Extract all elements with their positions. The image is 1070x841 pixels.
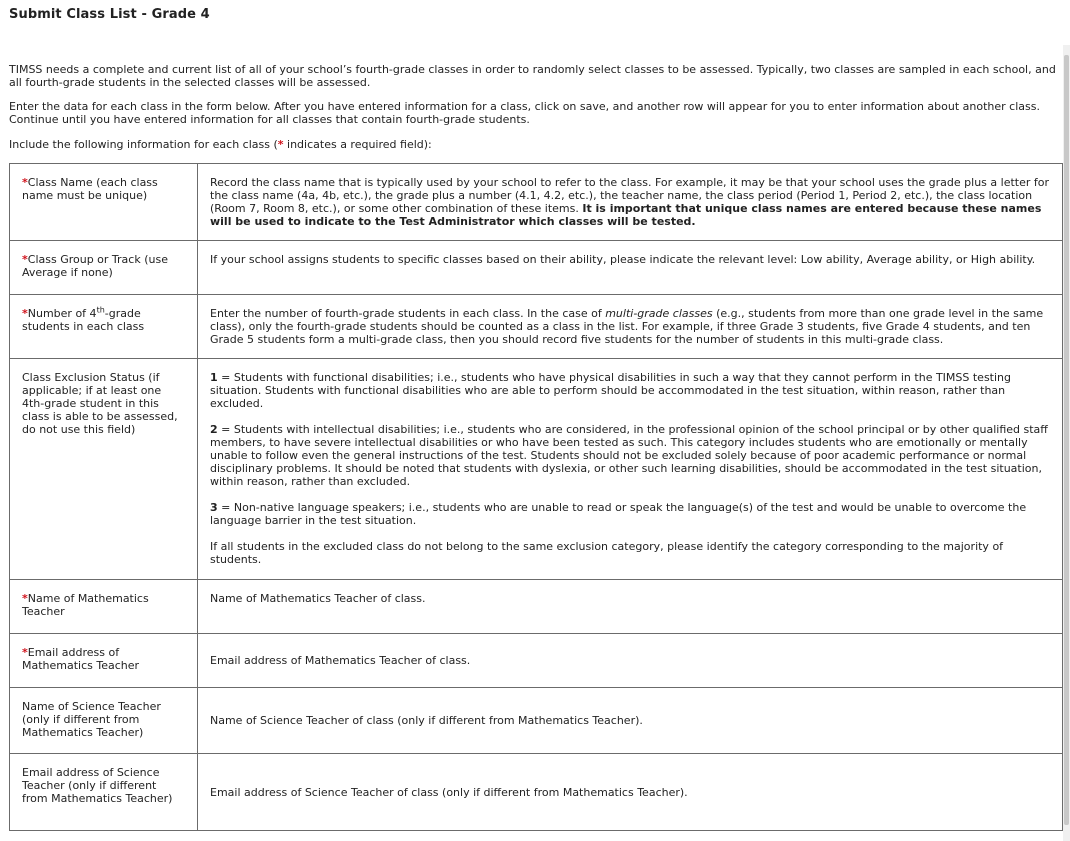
exclusion-text: = Students with intellectual disabilities; i.e., students who are considered, in the professional opinion of the school principal or by other qualified staff members, to have severe intellectual disabilities or who have been tested as such. This category includes students who are emotionally or mentally unable to follow even the general instructions of the test. Students should not be excluded solely because of poor academic performance or normal disciplinary problems. It should be noted that students with dyslexia, or other such learning disabilities, should be accommodated in the test situation, within reason, rather than excluded. xyxy=(210,423,1048,488)
field-desc-text: Name of Science Teacher of class (only if different from Mathematics Teacher). xyxy=(210,714,643,727)
intro-paragraph-1: TIMSS needs a complete and current list of all of your school’s fourth-grade classes in order to randomly select classes to be assessed. Typically, two classes are sampled in each school, and all fourth-grade students in the selected classes will be assessed. xyxy=(9,63,1056,89)
exclusion-item-3 xyxy=(210,501,1050,527)
required-star-icon: * xyxy=(22,646,28,659)
field-label-class-name xyxy=(10,164,198,241)
field-label-class-group xyxy=(10,241,198,295)
intro-text-after: indicates a required field): xyxy=(283,138,432,151)
field-desc-italic-text: multi-grade classes xyxy=(605,307,713,320)
field-desc-class-group xyxy=(198,241,1063,295)
table-row xyxy=(10,164,1063,241)
field-desc-text: Record the class name that is typically used by your school to refer to the class. For example, it may be that your school uses the grade plus a letter for the class name (4a, 4b, etc.), the grade plus a number (4.1, 4.2, etc.), the teacher name, the class period (Period 1, Period 2, etc.), the class location (Room 7, Room 8, etc.), or some other combination of these items. xyxy=(210,176,1050,215)
required-star-icon: * xyxy=(22,176,28,189)
field-desc-class-name xyxy=(198,164,1063,241)
field-label-superscript: th xyxy=(96,305,105,315)
field-desc-sci-email xyxy=(198,754,1063,831)
table-row xyxy=(10,359,1063,580)
field-label-text: Class Exclusion Status (if applicable; if at least one 4th-grade student in this class is able to be assessed, do not use this field) xyxy=(22,371,178,436)
field-label-text: Class Name (each class name must be unique) xyxy=(22,176,158,202)
field-desc-sci-teacher xyxy=(198,688,1063,754)
scrollbar-thumb[interactable] xyxy=(1064,55,1069,825)
field-label-text: Email address of Science Teacher (only if different from Mathematics Teacher) xyxy=(22,766,173,805)
field-desc-text: Enter the number of fourth-grade students in each class. In the case of xyxy=(210,307,606,320)
field-desc-text: If your school assigns students to specific classes based on their ability, please indicate the relevant level: Low ability, Average ability, or High ability. xyxy=(210,253,1036,266)
intro-paragraph-2: Enter the data for each class in the form below. After you have entered information for a class, click on save, and another row will appear for you to enter information about another class. Continue until you have entered information for all classes that contain fourth-grade students. xyxy=(9,100,1040,126)
table-row xyxy=(10,634,1063,688)
page-title: Submit Class List - Grade 4 xyxy=(9,7,210,22)
field-desc-text: Name of Mathematics Teacher of class. xyxy=(210,592,426,605)
field-desc-math-teacher xyxy=(198,580,1063,634)
field-desc-math-email xyxy=(198,634,1063,688)
field-desc-exclusion xyxy=(198,359,1063,580)
required-star-icon: * xyxy=(22,307,28,320)
table-row xyxy=(10,241,1063,295)
field-label-num-students xyxy=(10,295,198,359)
exclusion-text: = Non-native language speakers; i.e., students who are unable to read or speak the language(s) of the test and would be unable to overcome the language barrier in the test situation. xyxy=(210,501,1027,527)
field-label-math-teacher xyxy=(10,580,198,634)
field-label-text: Name of Mathematics Teacher xyxy=(22,592,149,618)
field-desc-num-students xyxy=(198,295,1063,359)
exclusion-note-text: If all students in the excluded class do not belong to the same exclusion category, please identify the category corresponding to the majority of students. xyxy=(210,540,1004,566)
exclusion-code: 2 xyxy=(210,423,218,436)
field-label-text: Email address of Mathematics Teacher xyxy=(22,646,140,672)
exclusion-code: 1 xyxy=(210,371,218,384)
table-row xyxy=(10,754,1063,831)
field-desc-bold-text: It is important that unique class names are entered because these names will be used to indicate to the Test Administrator which classes will be tested. xyxy=(210,202,1042,228)
field-desc-text: (e.g., students from more than one grade level in the same class), only the fourth-grade students should be counted as a class in the list. For example, if three Grade 3 students, five Grade 4 students, and ten Grade 5 students form a multi-grade class, then you should record five students for the number of students in this multi-grade class. xyxy=(210,307,1044,346)
field-desc-text: Email address of Science Teacher of class (only if different from Mathematics Teacher). xyxy=(210,785,688,799)
field-label-text: Class Group or Track (use Average if none) xyxy=(22,253,168,279)
field-label-sci-email xyxy=(10,754,198,831)
table-row xyxy=(10,580,1063,634)
table-row xyxy=(10,295,1063,359)
field-label-math-email xyxy=(10,634,198,688)
intro-paragraph-3 xyxy=(9,138,1061,151)
exclusion-note xyxy=(210,540,1050,566)
field-label-text: Number of 4 xyxy=(27,307,97,320)
exclusion-item-2 xyxy=(210,423,1050,488)
field-info-table xyxy=(9,163,1063,831)
intro-text-before: Include the following information for each class ( xyxy=(9,138,278,151)
required-star-icon: * xyxy=(22,253,28,266)
field-label-sci-teacher xyxy=(10,688,198,754)
table-row xyxy=(10,688,1063,754)
field-desc-text: Email address of Mathematics Teacher of class. xyxy=(210,654,471,667)
required-star-icon: * xyxy=(22,592,28,605)
field-label-text: Name of Science Teacher (only if different from Mathematics Teacher) xyxy=(22,700,161,739)
exclusion-item-1 xyxy=(210,371,1050,410)
field-label-exclusion xyxy=(10,359,198,580)
required-star-icon: * xyxy=(277,138,284,151)
field-label-text: -grade students in each class xyxy=(22,307,145,333)
vertical-scrollbar[interactable] xyxy=(1063,45,1070,841)
exclusion-code: 3 xyxy=(210,501,218,514)
exclusion-text: = Students with functional disabilities; i.e., students who have physical disabilities in such a way that they cannot perform in the TIMSS testing situation. Students with functional disabilities who are able to perform should be accommodated in the test situation, within reason, rather than excluded. xyxy=(210,371,1012,410)
